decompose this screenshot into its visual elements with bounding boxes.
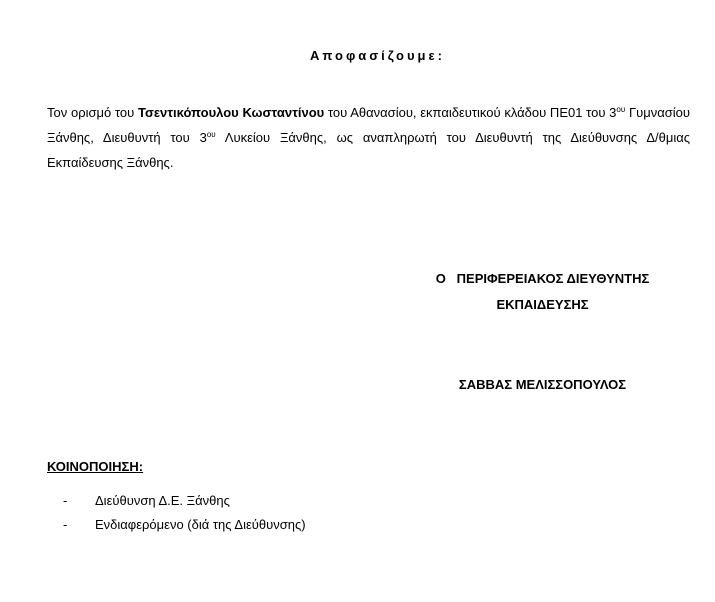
list-bullet: - [63, 517, 68, 532]
decision-paragraph [47, 100, 690, 175]
signatory-name: ΣΑΒΒΑΣ ΜΕΛΙΣΣΟΠΟΥΛΟΣ [458, 377, 627, 392]
decision-text-part1: του Αθανασίου, εκπαιδευτικού κλάδου ΠΕ01 του 3 [324, 105, 617, 120]
decision-text-part3: Λυκείου Ξάνθης, ως αναπληρωτή του Διευθυντή της Διεύθυνσης Δ/θμιας Εκπαίδευσης Ξάνθης. [47, 130, 691, 170]
signature-title-line2: ΕΚΠΑΙΔΕΥΣΗΣ [496, 297, 589, 312]
ordinal-suffix-1: ου [616, 105, 626, 114]
notification-title: ΚΟΙΝΟΠΟΙΗΣΗ: [47, 459, 144, 474]
appointee-name: Τσεντικόπουλου Κωσταντίνου [137, 105, 325, 120]
decision-text-part2: Γυμνασίου Ξάνθης, Διευθυντή του 3 [47, 105, 690, 145]
signature-title [420, 266, 665, 318]
list-item-text: Διεύθυνση Δ.Ε. Ξάνθης [95, 493, 230, 508]
decision-text-intro: Τον ορισμό του [47, 105, 138, 120]
ordinal-suffix-2: ου [206, 130, 216, 139]
list-item [63, 493, 306, 517]
list-bullet: - [63, 493, 68, 508]
list-item [63, 517, 306, 541]
notification-list [63, 493, 306, 541]
decision-heading: Αποφασίζουμε: [310, 48, 445, 63]
signature-title-line1: Ο ΠΕΡΙΦΕΡΕΙΑΚΟΣ ΔΙΕΥΘΥΝΤΗΣ [435, 271, 650, 286]
list-item-text: Ενδιαφερόμενο (διά της Διεύθυνσης) [95, 517, 306, 532]
